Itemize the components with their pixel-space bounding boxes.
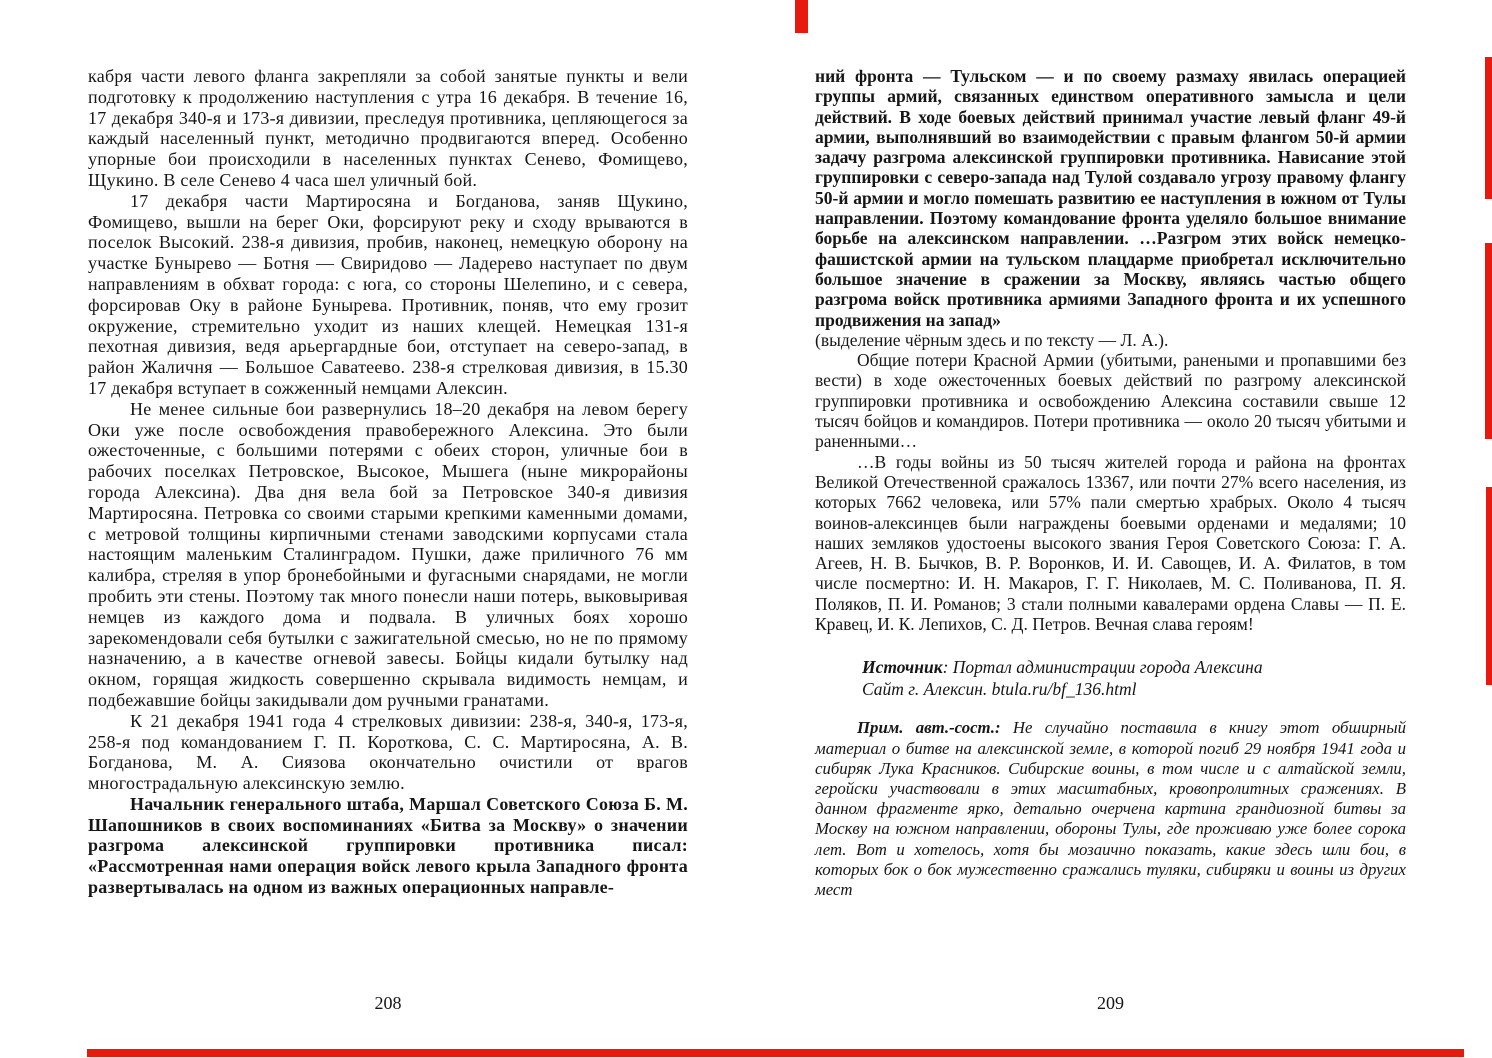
page-number-right: 209 bbox=[1097, 993, 1124, 1013]
paragraph: …В годы войны из 50 тысяч жителей города и района на фронтах Великой Отечественной сражалось 13367, или почти 27% всего населения, из которых 7662 человека, или 57% пали смертью храбрых. Около 4 тысяч воинов-алексинцев были награждены боевыми орденами и медалями; 10 наших земляков удостоены высокого звания Героя Советского Союза: Г. А. Агеев, Н. В. Бычков, В. Р. Воронков, И. И. Савощев, И. А. Филатов, в том числе посмертно: И. Н. Макаров, Г. Г. Николаев, М. С. Поливанова, П. Я. Поляков, П. И. Романов; 3 стали полными кавалерами ордена Славы — П. Е. Кравец, И. К. Лепихов, С. Д. Петров. Вечная слава героям! bbox=[815, 451, 1406, 635]
source-block bbox=[862, 656, 1406, 700]
page-left bbox=[88, 66, 688, 898]
author-note-label: Прим. авт.-сост.: bbox=[857, 718, 1001, 738]
paragraph: 17 декабря части Мартиросяна и Богданова, заняв Щукино, Фомищево, вышли на берег Оки, форсируют реку и сходу врываются в поселок Высокий. 238-я дивизия, пробив, наконец, немецкую оборону на участке Бунырево — Ботня — Свиридово — Ладерево наступает по двум направлениям в обхват города: с юга, со стороны Шелепино, и с севера, форсировав Оку в районе Бунырева. Противник, поняв, что ему грозит окружение, стремительно уходит из наших клещей. Немецкая 131-я пехотная дивизия, ведя арьергардные бои, отступает на северо-запад, в район Жаличня — Большое Саватеево. 238-я стрелковая дивизия, в 15.30 17 декабря вступает в сожженный немцами Алексин. bbox=[88, 190, 688, 398]
paragraph-quote-attribution: (выделение чёрным здесь и по тексту — Л. А.). bbox=[815, 329, 1169, 350]
source-label: Источник bbox=[862, 657, 943, 678]
scan-artifact-top bbox=[795, 0, 808, 33]
page-number-left: 208 bbox=[374, 993, 402, 1013]
scan-artifact-bottom bbox=[87, 1049, 1464, 1057]
scan-artifact-right bbox=[1485, 243, 1492, 439]
source-url: Сайт г. Алексин. btula.ru/bf_136.html bbox=[862, 679, 1137, 700]
paragraph-bold-quote: ний фронта — Тульском — и по своему размаху явилась операцией группы армий, связанных единством оперативного замысла и цели действий. В ходе боевых действий принимал участие левый фланг 49-й армии, выполнявший во взаимодействии с правым флангом 50-й армии задачу разгрома алексинской группировки противника. Нависание этой группировки с северо-запада над Тулой создавало угрозу правому флангу 50-й армии и могло помешать развитию ее наступления в южном от Тулы направлении. Поэтому командование фронта уделяло большое внимание борьбе на алексинском направлении. …Разгром этих войск немецко-фашистской армии на тульском плацдарме приобретал исключительно большое значение в сражении за Москву, являясь частью общего разгрома войск противника армиями Западного фронта и их успешного продвижения на запад» bbox=[815, 66, 1406, 330]
paragraph: Не менее сильные бои развернулись 18–20 декабря на левом берегу Оки уже после освобождения правобережного Алексина. Это были ожесточенные, с большими потерями с обеих сторон, уличные бои в рабочих поселках Петровское, Высокое, Мышега (ныне микрорайоны города Алексина). Два дня вела бой за Петровское 340-я дивизия Мартиросяна. Петровка со своими старыми крепкими каменными домами, с метровой толщины кирпичными стенами заводскими корпусами стала настоящим маленьким Сталинградом. Пушки, даже приличного 76 мм калибра, стреляя в упор бронебойными и фугасными снарядами, не могли пробить эти стены. Поэтому так много понесли наши потерь, выковыривая немцев из каждого дома и подвала. В уличных боях хорошо зарекомендовали себя бутылки с зажигательной смесью, но не по прямому назначению, а в качестве огневой завесы. Бойцы кидали бутылку над окном, горящая жидкость совершенно скрывала видимость немцам, и подбежавшие бойцы закидывали дом ручными гранатами. bbox=[88, 398, 688, 710]
source-line bbox=[862, 656, 1406, 678]
source-text: : Портал администрации города Алексина bbox=[942, 657, 1263, 678]
author-note bbox=[815, 718, 1406, 900]
scan-artifact-right bbox=[1485, 57, 1492, 199]
author-note-text: Не случайно поставила в книгу этот обширный материал о битве на алексинской земле, в которой погиб 29 ноября 1941 года и сибиряк Лука Красников. Сибирские воины, в том числе и с алтайской земли, геройски участвовали в этих масштабных, кровопролитных сражениях. В данном фрагменте ярко, детально очерчена картина грандиозной битвы за Москву на южном направлении, обороны Тулы, где проживаю уже более сорока лет. Вот и хотелось, хотя бы мозаично показать, какие здесь шли бои, в которых бок о бок мужественно сражались туляки, сибиряки и воины из других мест bbox=[815, 718, 1406, 899]
paragraph-bold-quote: Начальник генерального штаба, Маршал Советского Союза Б. М. Шапошников в своих воспоминаниях «Битва за Москву» о значении разгрома алексинской группировки противника писал: «Рассмотренная нами операция войск левого крыла Западного фронта развертывалась на одном из важных операционных направле- bbox=[88, 793, 688, 898]
paragraph: К 21 декабря 1941 года 4 стрелковых дивизии: 238-я, 340-я, 173-я, 258-я под командованием Г. П. Короткова, С. С. Мартиросяна, А. В. Богданова, М. А. Сиязова окончательно очистили от врагов многострадальную алексинскую землю. bbox=[88, 710, 688, 794]
paragraph-continuation: кабря части левого фланга закрепляли за собой занятые пункты и вели подготовку к продолжению наступления с утра 16 декабря. В течение 16, 17 декабря 340-я и 173-я дивизии, преследуя противника, цепляющегося за каждый населенный пункт, методично продвигаются вперед. Особенно упорные бои происходили в населенных пунктах Сенево, Фомищево, Щукино. В селе Сенево 4 часа шел уличный бой. bbox=[88, 66, 688, 190]
scan-artifact-right bbox=[1486, 487, 1492, 685]
page-right bbox=[815, 66, 1406, 900]
paragraph: Общие потери Красной Армии (убитыми, ранеными и пропавшими без вести) в ходе ожесточенных боевых действий по разгрому алексинской группировки противника и освобождению Алексина составили свыше 12 тысяч бойцов и командиров. Потери противника — около 20 тысяч убитыми и раненными… bbox=[815, 350, 1406, 452]
